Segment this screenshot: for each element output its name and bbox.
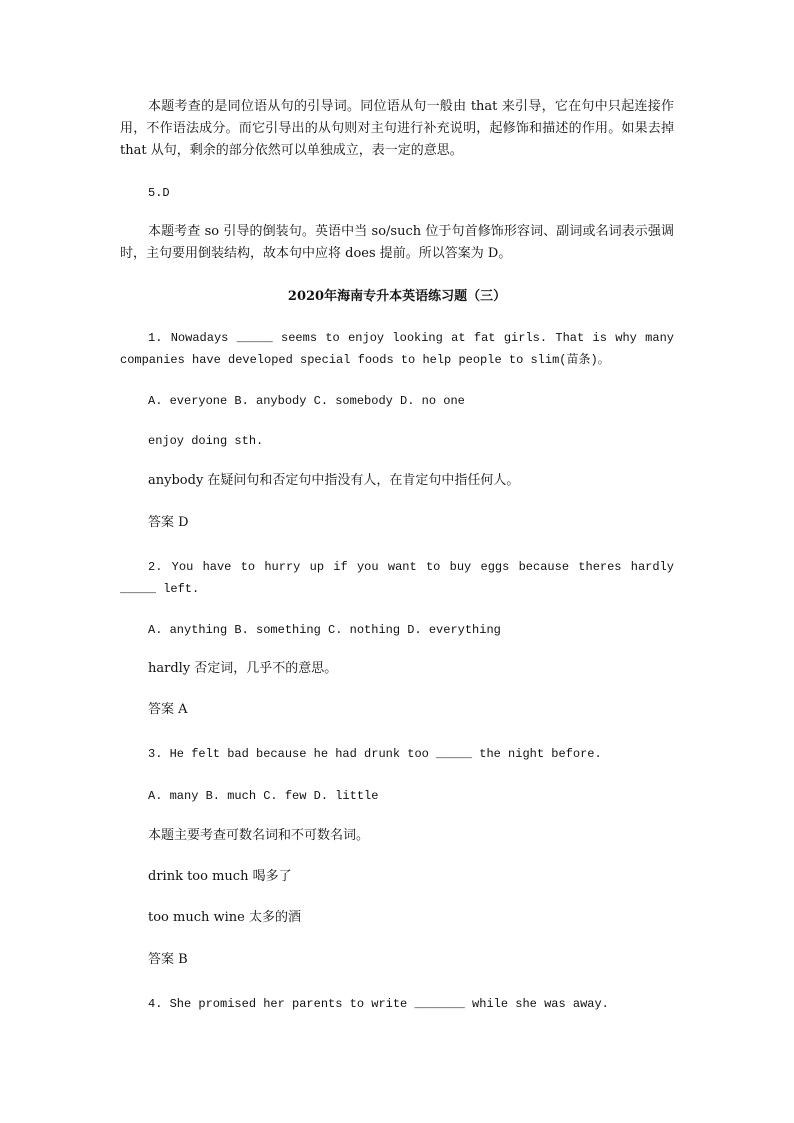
question-3-stem: 3. He felt bad because he had drunk too _____ the night before. — [148, 747, 602, 761]
question-2-options: A. anything B. something C. nothing D. everything — [148, 623, 501, 637]
question-1-note-1: enjoy doing sth. — [148, 434, 264, 448]
question-3-note-3: too much wine 太多的酒 — [148, 910, 301, 925]
section-title: 2020年海南专升本英语练习题（三） — [287, 289, 507, 304]
question-3-options: A. many B. much C. few D. little — [148, 789, 379, 803]
answer-label-5: 5.D — [148, 186, 170, 200]
question-1-note-2: anybody 在疑问句和否定句中指没有人，在肯定句中指任何人。 — [148, 473, 520, 488]
question-2-stem: 2. You have to hurry up if you want to buy eggs because theres hardly _____ left. — [120, 560, 674, 596]
explanation-paragraph-inversion: 本题考查 so 引导的倒装句。英语中当 so/such 位于句首修饰形容词、副词或名词表示强调时，主句要用倒装结构，故本句中应将 does 提前。所以答案为 D。 — [120, 224, 674, 261]
question-2-note-1: hardly 否定词，几乎不的意思。 — [148, 661, 338, 676]
explanation-paragraph-appositive: 本题考查的是同位语从句的引导词。同位语从句一般由 that 来引导，它在句中只起连接作用，不作语法成分。而它引导出的从句则对主句进行补充说明，起修饰和描述的作用。如果去掉 that 从句，剩余的部分依然可以单独成立，表一定的意思。 — [120, 99, 674, 158]
question-2-answer: 答案 A — [148, 702, 188, 717]
question-1-answer: 答案 D — [148, 515, 189, 530]
question-4-stem: 4. She promised her parents to write _______ while she was away. — [148, 997, 609, 1011]
question-1-stem: 1. Nowadays _____ seems to enjoy looking at fat girls. That is why many companies have developed special foods to help people to slim(苗条)。 — [120, 331, 674, 367]
question-3-answer: 答案 B — [148, 952, 188, 967]
question-3-note-1: 本题主要考查可数名词和不可数名词。 — [148, 828, 370, 843]
question-1-options: A. everyone B. anybody C. somebody D. no one — [148, 394, 465, 408]
question-3-note-2: drink too much 喝多了 — [148, 869, 292, 884]
